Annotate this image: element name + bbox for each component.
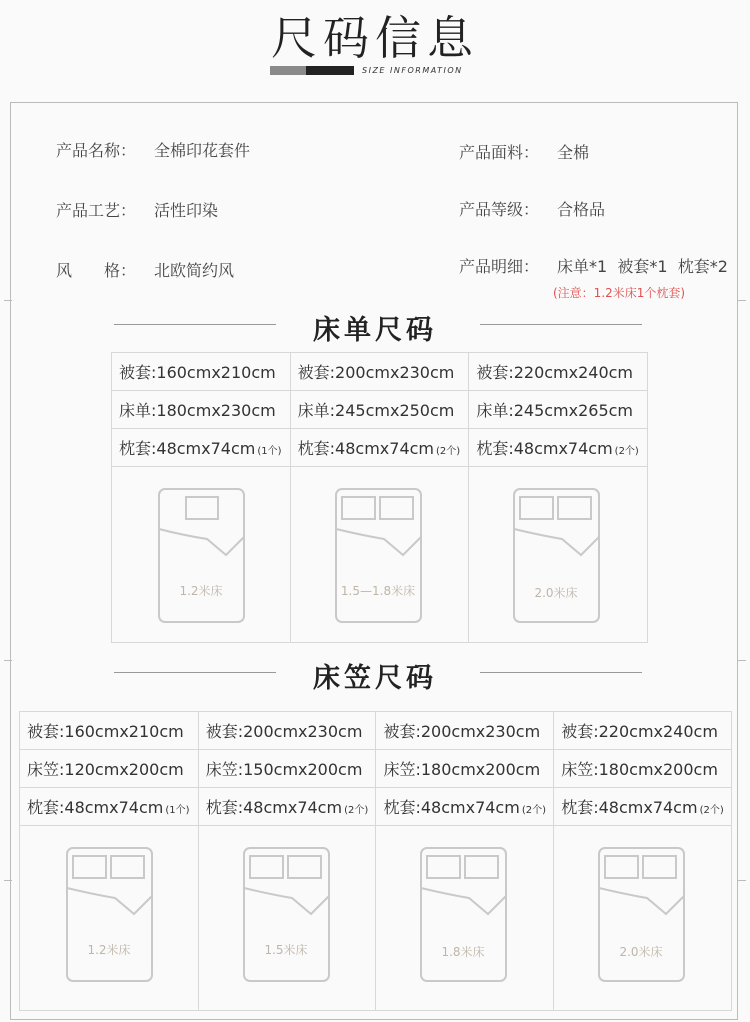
- table-cell: [376, 788, 554, 826]
- bed-diagram-cell: [290, 467, 469, 643]
- pillow-count: (2个): [436, 446, 461, 457]
- table-row: [112, 467, 648, 643]
- pillow-size: 枕套:48cmx74cm: [476, 439, 613, 458]
- table-cell: 被套:220cmx240cm: [554, 712, 732, 750]
- table-row: [112, 353, 648, 391]
- bed-label: 2.0米床: [534, 586, 578, 600]
- bed-label: 1.8米床: [441, 945, 486, 959]
- table-row: [20, 826, 732, 1011]
- table-cell: [198, 788, 376, 826]
- page-title: 尺码信息: [271, 11, 479, 65]
- table-cell: [290, 429, 469, 467]
- title-bar-grey: [270, 66, 306, 75]
- table-cell: 被套:200cmx230cm: [290, 353, 469, 391]
- bed-diagram-cell: [554, 826, 732, 1011]
- bed-diagram-cell: [469, 467, 648, 643]
- pillow-count: (1个): [257, 446, 282, 457]
- pillow-size: 枕套:48cmx74cm: [297, 439, 435, 458]
- table-row: [20, 788, 732, 826]
- pillow-size: 枕套:48cmx74cm: [561, 798, 698, 817]
- info-product-grade: [459, 197, 605, 220]
- info-value: 活性印染: [154, 201, 219, 220]
- table-cell: [554, 788, 732, 826]
- bed-diagram-cell: [376, 826, 554, 1011]
- bed-diagram-cell: [112, 467, 291, 643]
- pillow-size: 枕套:48cmx74cm: [27, 798, 164, 817]
- frame-tick: [4, 300, 12, 301]
- table-cell: 床笠:150cmx200cm: [198, 750, 376, 788]
- info-value: 合格品: [557, 200, 606, 219]
- bed-2-0-icon: [469, 467, 647, 643]
- bed-diagram-cell: [198, 826, 376, 1011]
- pillow-count: (1个): [165, 805, 190, 816]
- pillow-size: 枕套:48cmx74cm: [383, 798, 520, 817]
- bed-label: 1.5米床: [264, 943, 308, 957]
- detail-note: (注意：1.2米床1个枕套): [553, 286, 686, 300]
- info-label: 产品工艺：: [56, 201, 137, 220]
- info-value: 全棉印花套件: [154, 141, 251, 160]
- info-label: 产品明细：: [459, 257, 540, 276]
- table-row: [20, 712, 732, 750]
- info-label: 产品等级：: [459, 200, 540, 219]
- table-cell: 床单:245cmx250cm: [290, 391, 469, 429]
- table-cell: 被套:200cmx230cm: [376, 712, 554, 750]
- frame-tick: [4, 880, 12, 881]
- table-cell: [112, 429, 291, 467]
- bed-1-8-icon: [376, 826, 553, 1011]
- bed-label: 2.0米床: [619, 945, 663, 959]
- pillow-count: (2个): [699, 805, 724, 816]
- pillow-count: (2个): [521, 805, 546, 816]
- table-cell: 被套:160cmx210cm: [20, 712, 199, 750]
- frame-tick: [738, 880, 746, 881]
- info-label: 产品名称：: [56, 141, 137, 160]
- info-product-detail: [459, 254, 728, 277]
- table-row: [112, 429, 648, 467]
- info-value: 全棉: [557, 143, 590, 162]
- info-label: 产品面料：: [459, 143, 540, 162]
- info-label: 风 格：: [56, 261, 137, 280]
- bed-1-2-icon: [112, 467, 290, 643]
- title-bar-black: [306, 66, 354, 75]
- table-cell: 被套:200cmx230cm: [198, 712, 376, 750]
- bed-1-5-icon: [291, 467, 469, 643]
- bed-1-5-icon: [199, 826, 376, 1011]
- table-cell: 床笠:180cmx200cm: [376, 750, 554, 788]
- page-subtitle: SIZE INFORMATION: [362, 66, 463, 75]
- table-cell: [469, 429, 648, 467]
- info-value: 床单*1 被套*1 枕套*2: [557, 257, 728, 276]
- info-value: 北欧简约风: [154, 261, 235, 280]
- bed-label: 1.2米床: [87, 943, 131, 957]
- table-row: [20, 750, 732, 788]
- bed-1-2-icon: [20, 826, 198, 1011]
- table-cell: [20, 788, 199, 826]
- sheet-section-title: 床单尺码: [313, 315, 437, 346]
- fitted-size-table: [19, 711, 732, 1011]
- pillow-count: (2个): [344, 805, 369, 816]
- table-cell: 床笠:120cmx200cm: [20, 750, 199, 788]
- table-row: [112, 391, 648, 429]
- table-cell: 床笠:180cmx200cm: [554, 750, 732, 788]
- info-product-style: [56, 258, 234, 281]
- info-product-fabric: [459, 140, 589, 163]
- pillow-size: 枕套:48cmx74cm: [119, 439, 256, 458]
- sheet-size-table: [111, 352, 648, 643]
- table-cell: 床单:245cmx265cm: [469, 391, 648, 429]
- info-product-craft: [56, 198, 218, 221]
- bed-label: 1.2米床: [179, 584, 223, 598]
- table-cell: 床单:180cmx230cm: [112, 391, 291, 429]
- frame-tick: [738, 300, 746, 301]
- table-cell: 被套:160cmx210cm: [112, 353, 291, 391]
- pillow-size: 枕套:48cmx74cm: [205, 798, 343, 817]
- bed-label: 1.5—1.8米床: [340, 584, 415, 598]
- bed-2-0-icon: [554, 826, 731, 1011]
- table-cell: 被套:220cmx240cm: [469, 353, 648, 391]
- info-product-name: [56, 138, 250, 161]
- bed-diagram-cell: [20, 826, 199, 1011]
- pillow-count: (2个): [614, 446, 639, 457]
- fitted-section-title: 床笠尺码: [313, 663, 437, 694]
